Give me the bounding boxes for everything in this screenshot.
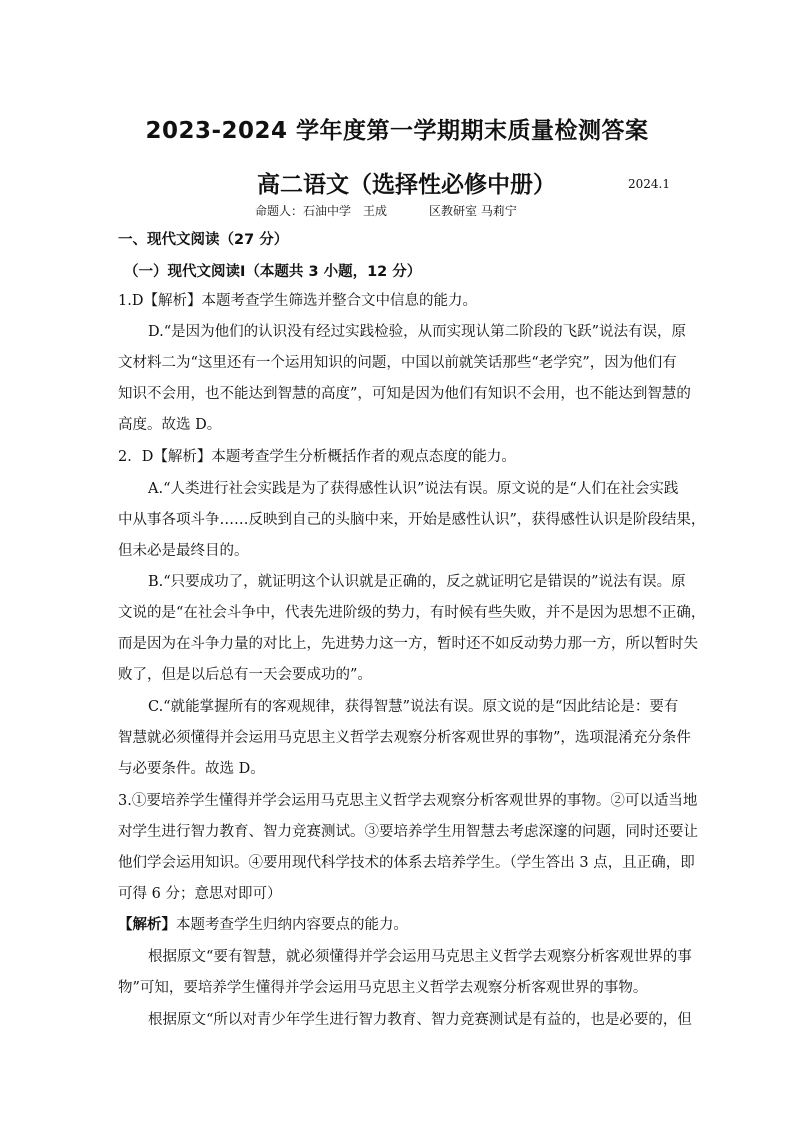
paragraph-line: 智慧就必须懂得并会运用马克思主义哲学去观察分析客观世界的事物”，选项混淆充分条件 xyxy=(118,730,691,746)
paragraph-line: C.“就能掌握所有的客观规律，获得智慧”说法有误。原文说的是“因此结论是：要有 xyxy=(148,699,679,715)
analysis-label: 【解析】 xyxy=(118,917,176,933)
analysis-line xyxy=(118,913,408,934)
answer-3-line: 3.①要培养学生懂得并学会运用马克思主义哲学去观察分析客观世界的事物。②可以适当地 xyxy=(118,793,698,809)
author-1: 命题人：石油中学 王成 xyxy=(255,204,388,218)
paragraph-line: 可得 6 分；意思对即可） xyxy=(118,886,282,902)
paragraph-line: 他们学会运用知识。④要用现代科学技术的体系去培养学生。（学生答出 3 点，且正确，即 xyxy=(118,855,695,871)
authors-line xyxy=(255,202,517,219)
paragraph-line: 知识不会用，也不能达到智慧的高度”，可知是因为他们有知识不会用，也不能达到智慧的 xyxy=(118,386,691,402)
paragraph-line: A.“人类进行社会实践是为了获得感性认识”说法有误。原文说的是“人们在社会实践 xyxy=(148,481,679,497)
answer-1-line: 1.D【解析】本题考查学生筛选并整合文中信息的能力。 xyxy=(118,293,477,309)
section-heading: 一、现代文阅读（27 分） xyxy=(118,232,289,248)
paragraph-line: 中从事各项斗争……反映到自己的头脑中来，开始是感性认识”，获得感性认识是阶段结果， xyxy=(118,512,706,528)
paragraph-line: 但未必是最终目的。 xyxy=(118,543,249,559)
paragraph-line: 而是因为在斗争力量的对比上，先进势力这一方，暂时还不如反动势力那一方，所以暂时失 xyxy=(118,636,698,652)
paragraph-line: 文说的是“在社会斗争中，代表先进阶级的势力，有时候有些失败，并不是因为思想不正确， xyxy=(118,605,706,621)
analysis-text: 本题考查学生归纳内容要点的能力。 xyxy=(176,917,408,933)
exam-date: 2024.1 xyxy=(628,177,670,191)
paragraph-line: 文材料二为“这里还有一个运用知识的问题，中国以前就笑话那些“老学究”，因为他们有 xyxy=(118,355,677,371)
paragraph-line: 高度。故选 D。 xyxy=(118,417,222,433)
paragraph-line: 根据原文“要有智慧，就必须懂得并学会运用马克思主义哲学去观察分析客观世界的事 xyxy=(148,949,692,965)
paragraph-line: D.“是因为他们的认识没有经过实践检验，从而实现认第二阶段的飞跃”说法有误，原 xyxy=(148,324,687,340)
page-subtitle: 高二语文（选择性必修中册） xyxy=(257,172,556,198)
paragraph-line: 根据原文“所以对青少年学生进行智力教育、智力竞赛测试是有益的，也是必要的，但 xyxy=(148,1012,692,1028)
subsection-heading: （一）现代文阅读Ⅰ（本题共 3 小题，12 分） xyxy=(124,264,422,280)
paragraph-line: 对学生进行智力教育、智力竞赛测试。③要培养学生用智慧去考虑深邃的问题，同时还要让 xyxy=(118,824,698,840)
paragraph-line: 败了，但是以后总有一天会要成功的”。 xyxy=(118,667,372,683)
page-title: 2023-2024 学年度第一学期期末质量检测答案 xyxy=(145,118,649,144)
paragraph-line: B.“只要成功了，就证明这个认识就是正确的，反之就证明它是错误的”说法有误。原 xyxy=(148,574,686,590)
author-2: 区教研室 马莉宁 xyxy=(429,204,517,218)
answer-2-line: 2．D【解析】本题考查学生分析概括作者的观点态度的能力。 xyxy=(118,449,516,465)
paragraph-line: 与必要条件。故选 D。 xyxy=(118,761,265,777)
paragraph-line: 物”可知，要培养学生懂得并学会运用马克思主义哲学去观察分析客观世界的事物。 xyxy=(118,980,648,996)
